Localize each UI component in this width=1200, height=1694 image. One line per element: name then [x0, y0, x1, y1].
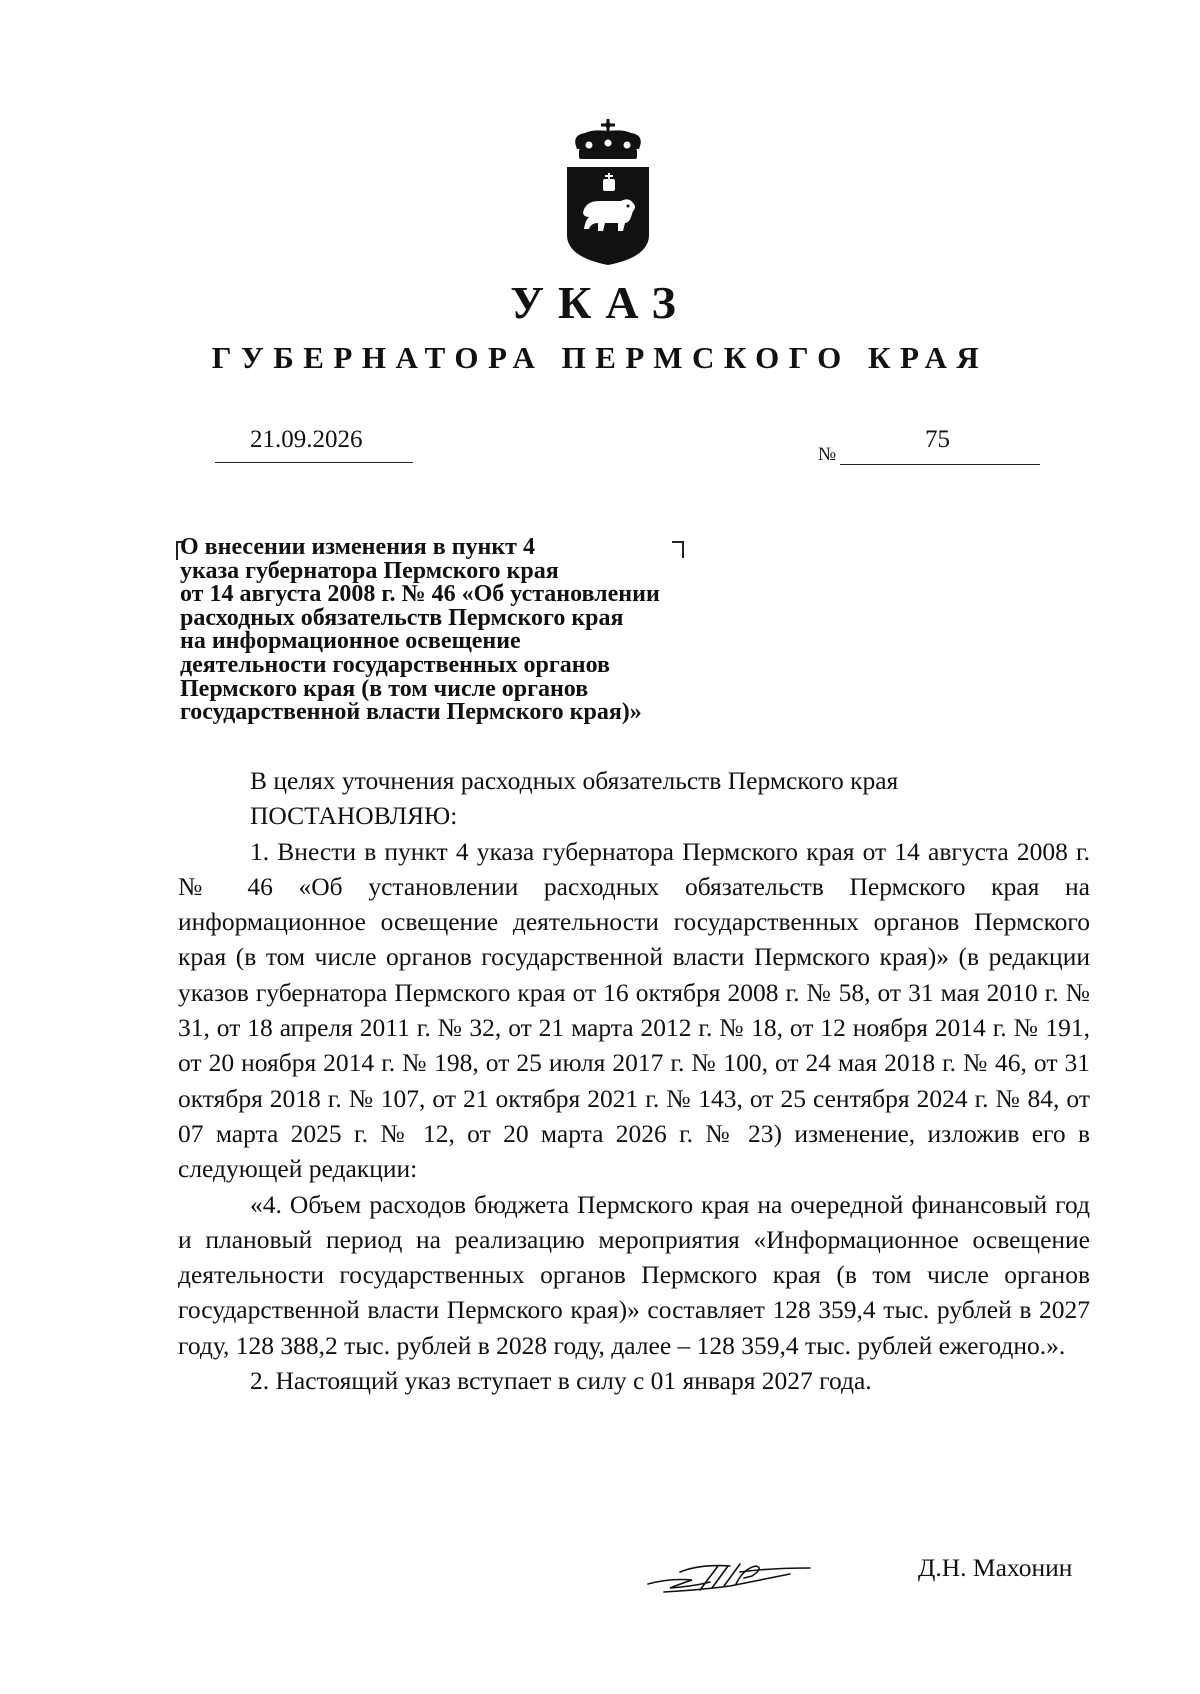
paragraph-1: 1. Внести в пункт 4 указа губернатора Пермского края от 14 августа 2008 г. № 46 «Об установлении расходных обязательств Пермского края на информационное освещение деятельности государственных органов Пермского края (в том числе органов государственной власти Пермского края)» (в редакции указов губернатора Пермского края от 16 октября 2008 г. № 58, от 31 мая 2010 г. № 31, от 18 апреля 2011 г. № 32, от 21 марта 2012 г. № 18, от 12 ноября 2014 г. № 191, от 20 ноября 2014 г. № 198, от 25 июля 2017 г. № 100, от 24 мая 2018 г. № 46, от 31 октября 2018 г. № 107, от 21 октября 2021 г. № 143, от 25 сентября 2024 г. № 84, от 07 марта 2025 г. № 12, от 20 марта 2026 г. № 23) изменение, изложив его в следующей редакции: — [178, 836, 1090, 1184]
decree-heading — [180, 536, 760, 725]
signer-name: Д.Н. Махонин — [918, 1553, 1073, 1582]
decree-number: 75 — [925, 426, 950, 453]
preamble: В целях уточнения расходных обязательств Пермского края — [250, 766, 899, 795]
document-title: УКАЗ — [510, 277, 690, 328]
document-subtitle: ГУБЕРНАТОРА ПЕРМСКОГО КРАЯ — [211, 340, 989, 375]
handwritten-signature-icon — [640, 1550, 820, 1600]
number-underline — [840, 464, 1040, 465]
decree-body — [178, 763, 1090, 1398]
heading-line: О внесении изменения в пункт 4 — [180, 534, 535, 560]
perm-krai-coat-of-arms-icon — [563, 117, 653, 267]
paragraph-2: 2. Настоящий указ вступает в силу с 01 января 2027 года. — [250, 1366, 872, 1396]
heading-line: деятельности государственных органов — [180, 651, 610, 678]
number-sign: № — [818, 444, 837, 465]
heading-line: расходных обязательств Пермского края — [180, 604, 624, 631]
heading-line: государственной власти Пермского края)» — [180, 699, 642, 726]
heading-line: от 14 августа 2008 г. № 46 «Об установлении — [180, 581, 660, 608]
decree-word: ПОСТАНОВЛЯЮ: — [250, 801, 458, 831]
date-underline — [215, 462, 413, 463]
heading-line: на информационное освещение — [180, 628, 521, 655]
heading-line: указа губернатора Пермского края — [180, 557, 559, 584]
decree-date: 21.09.2026 — [250, 426, 363, 453]
paragraph-quote: «4. Объем расходов бюджета Пермского края на очередной финансовый год и плановый период на реализацию мероприятия «Информационное освещение деятельности государственных органов Пермского края (в том числе органов государственной власти Пермского края)» составляет 128 359,4 тыс. рублей в 2027 году, 128 388,2 тыс. рублей в 2028 году, далее – 128 359,4 тыс. рублей ежегодно.». — [178, 1189, 1090, 1360]
heading-line: Пермского края (в том числе органов — [180, 675, 589, 702]
